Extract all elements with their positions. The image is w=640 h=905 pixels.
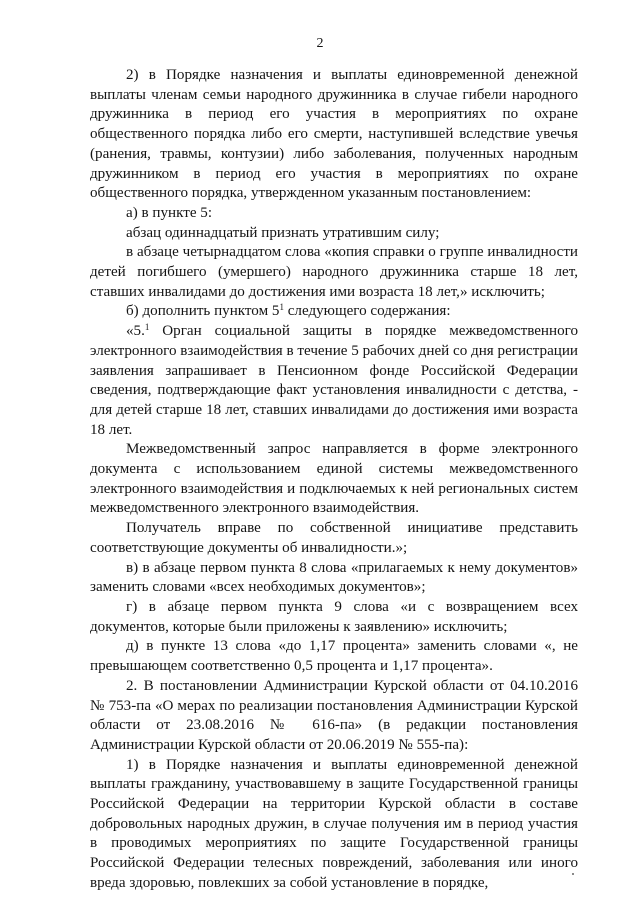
scan-speck xyxy=(572,873,574,875)
item-b-text-end: следующего содержания: xyxy=(283,303,451,320)
paragraph-interagency-request: Межведомственный запрос направляется в форме электронного документа с использованием единой системы межведомственного электронного взаимодействия и подключаемых к ней региональных систем межведомственного электронного взаимодействия. xyxy=(90,441,578,517)
paragraph-quote-5-1 xyxy=(90,322,578,440)
paragraph-recipient-right: Получатель вправе по собственной инициативе представить соответствующие документы об инвалидности.»; xyxy=(90,520,578,556)
item-b-superscript: 1 xyxy=(279,302,284,313)
item-b-text: б) дополнить пунктом 5 xyxy=(126,303,280,320)
paragraph-item-g: г) в абзаце первом пункта 9 слова «и с возвращением всех документов, которые были приложены к заявлению» исключить; xyxy=(90,598,578,635)
quote-5-1-number: «5. xyxy=(126,323,145,340)
quote-5-1-superscript: 1 xyxy=(144,322,150,333)
document-body xyxy=(90,66,578,894)
paragraph-section-2: 2. В постановлении Администрации Курской области от 04.10.2016 № 753-па «О мерах по реализации постановления Администрации Курской области от 23.08.2016 № 616-па» (в редакции постановления Администрации Курской области от 20.06.2019 № 555-па): xyxy=(90,677,578,753)
paragraph-item-v: в) в абзаце первом пункта 8 слова «прилагаемых к нему документов» заменить словами «всех необходимых документов»; xyxy=(90,559,578,596)
paragraph-item-b xyxy=(90,302,578,322)
paragraph-item-a: а) в пункте 5: xyxy=(126,204,213,221)
quote-5-1-text: Орган социальной защиты в порядке межведомственного электронного взаимодействия в течение 5 рабочих дней со дня регистрации заявления запрашивает в Пенсионном фонде Российской Федерации сведения, подтверждающие факт установления инвалидности с детства, - для детей старше 18 лет, ставших инвалидами до достижения ими возраста 18 лет. xyxy=(90,323,578,438)
paragraph-abzac-14: в абзаце четырнадцатом слова «копия справки о группе инвалидности детей погибшего (умершего) народного дружинника старше 18 лет, ставших инвалидами до достижения ими возраста 18 лет,» исключить; xyxy=(90,244,578,300)
paragraph-abzac-11: абзац одиннадцатый признать утратившим силу; xyxy=(126,224,440,241)
paragraph-amendment-2: 2) в Порядке назначения и выплаты единовременной денежной выплаты членам семьи народного дружинника в случае гибели народного дружинника в период его участия в мероприятиях по охране общественного порядка либо его смерти, наступившей вследствие увечья (ранения, травмы, контузии) либо заболевания, полученных народным дружинником в период его участия в мероприятиях по охране общественного порядка, утвержденном указанным постановлением: xyxy=(90,67,578,202)
paragraph-item-d: д) в пункте 13 слова «до 1,17 процента» заменить словами «, не превышающем соответственно 0,5 процента и 1,17 процента». xyxy=(90,638,578,675)
paragraph-item-1: 1) в Порядке назначения и выплаты единовременной денежной выплаты гражданину, участвовавшему в защите Государственной границы Российской Федерации на территории Курской области в составе добровольных народных дружин, в случае получения им в период участия в проводимых мероприятиях по защите Государственной границы Российской Федерации телесных повреждений, заболевания или иного вреда здоровью, повлекших за собой установление в порядке, xyxy=(90,756,578,891)
page-number: 2 xyxy=(316,36,324,51)
